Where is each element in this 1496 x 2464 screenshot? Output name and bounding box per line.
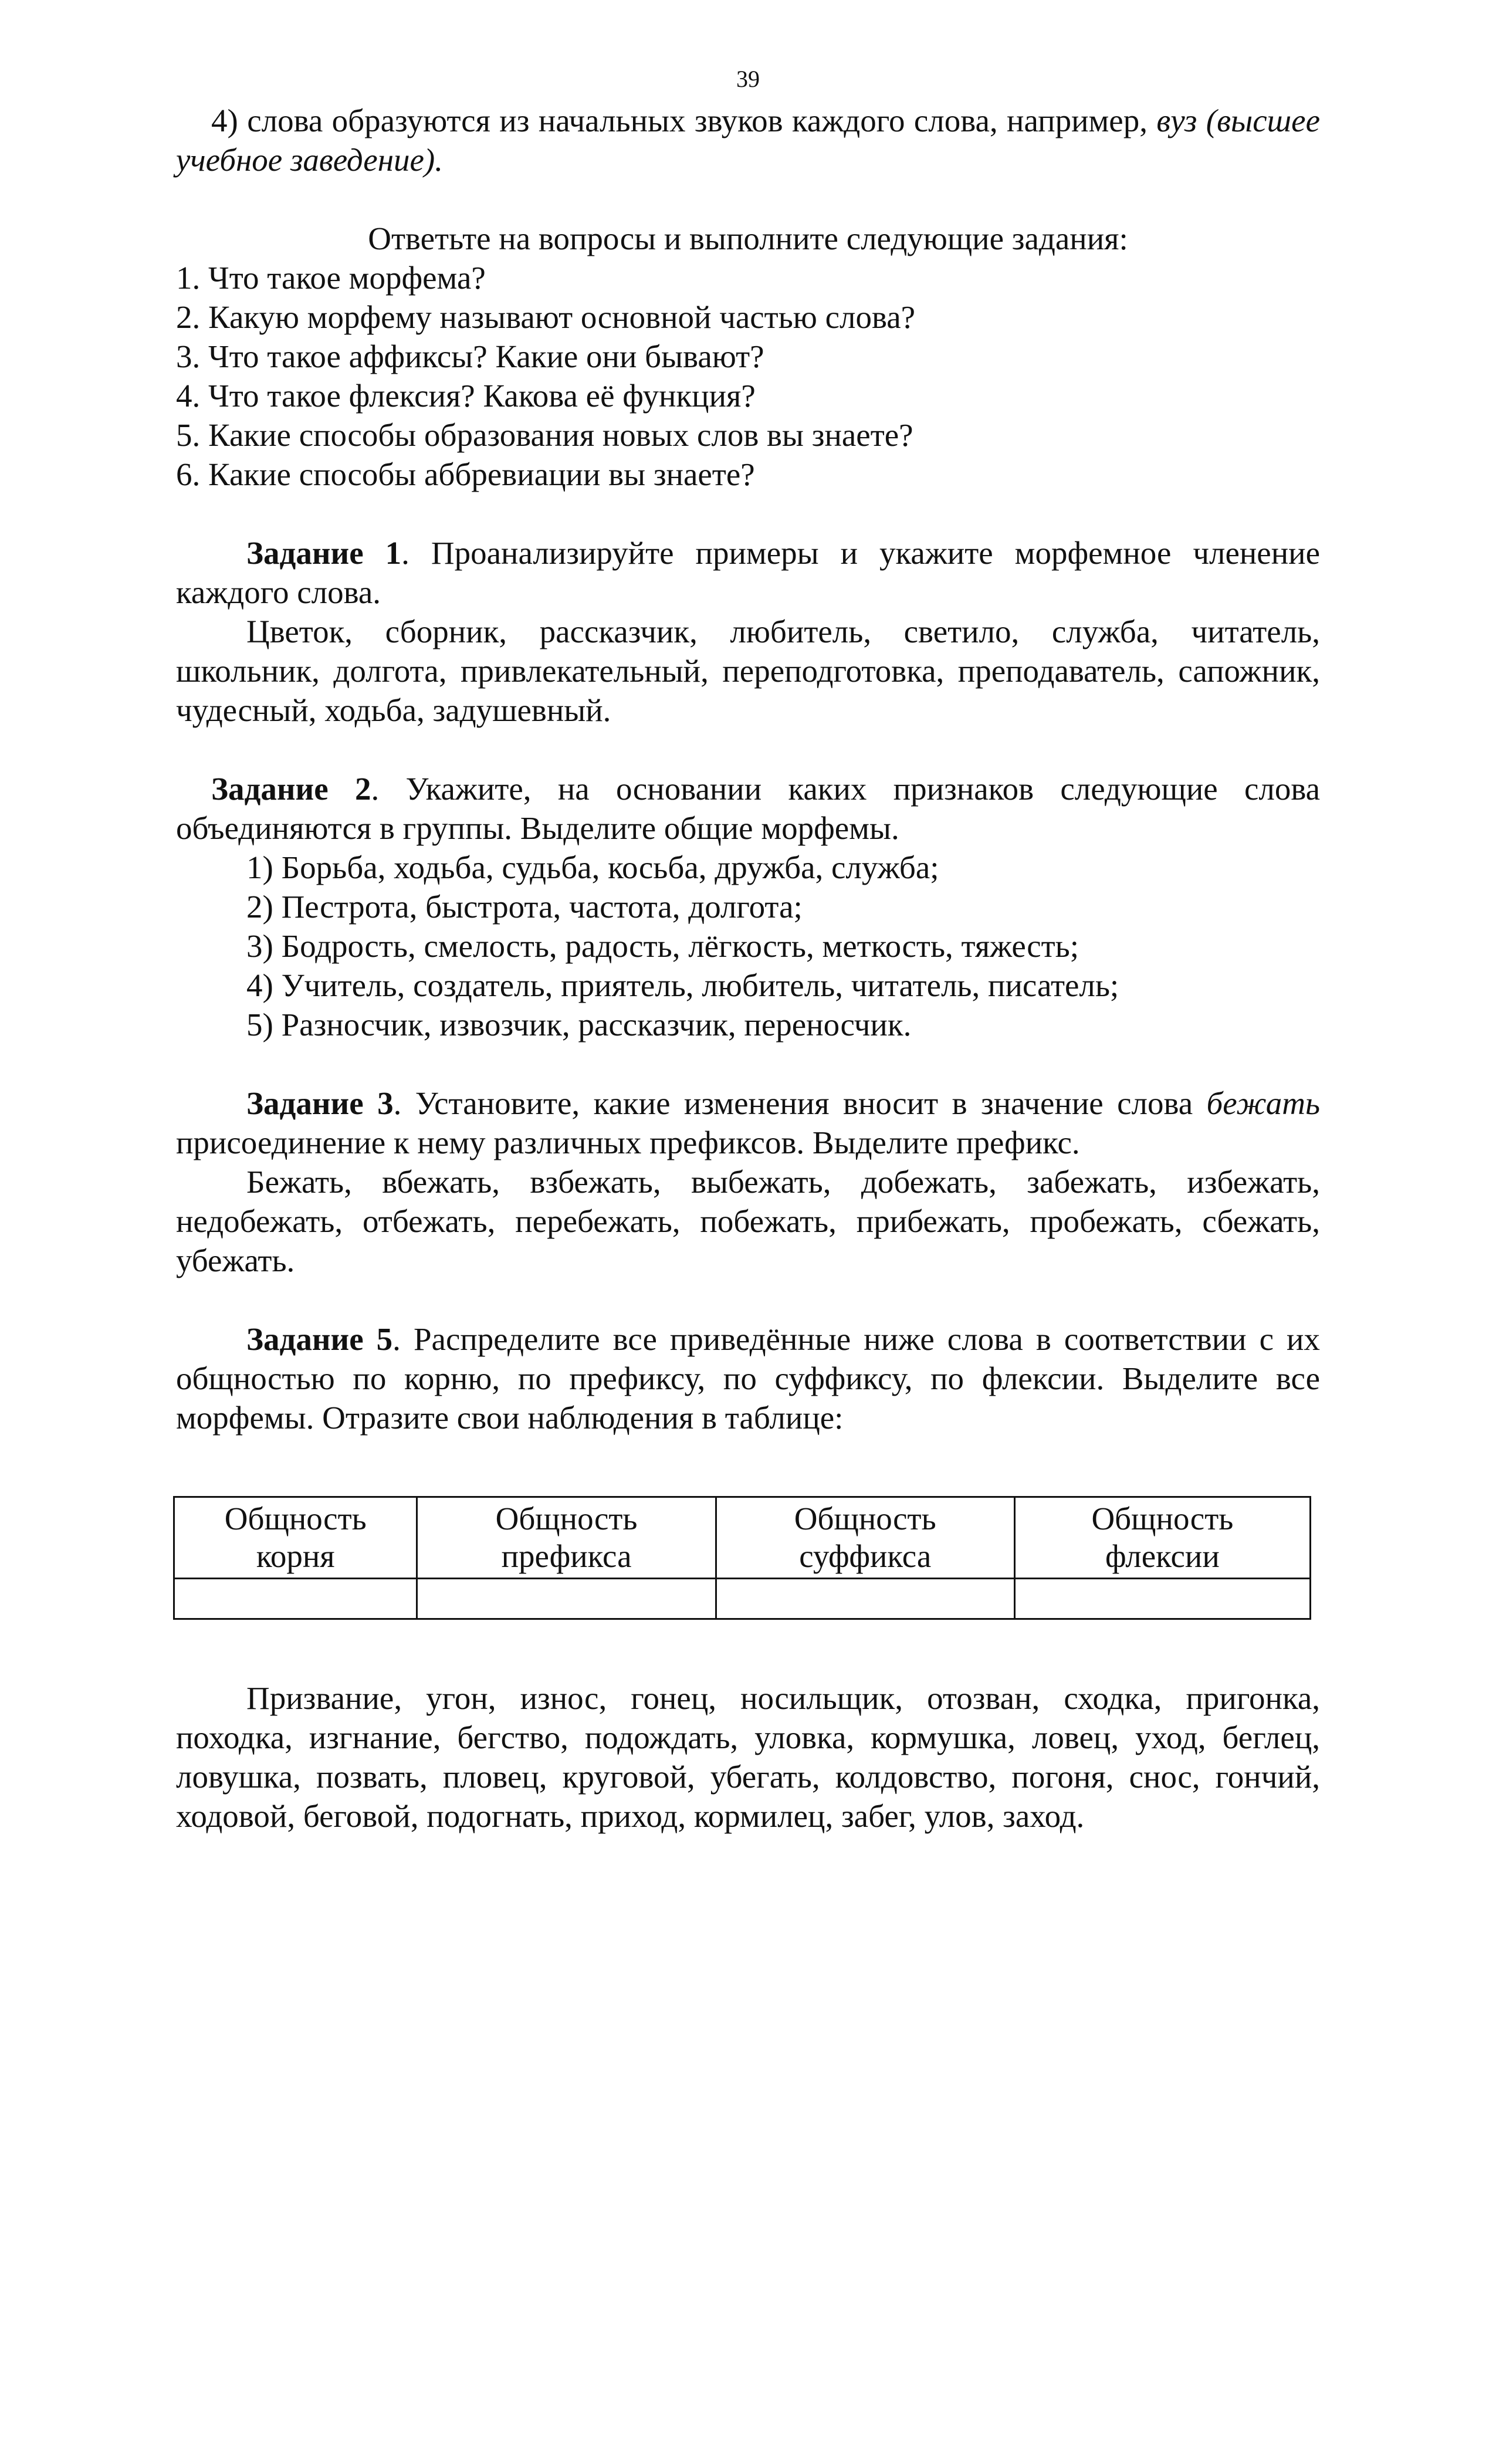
question-item: 2. Какую морфему называют основной частью слова? — [176, 299, 916, 335]
table-cell-suffix — [716, 1579, 1014, 1619]
question-item: 5. Какие способы образования новых слов вы знаете? — [176, 417, 913, 453]
question-item: 1. Что такое морфема? — [176, 260, 486, 296]
intro-example: вуз (высшее учебное заведение). — [176, 103, 1320, 178]
question-item: 3. Что такое аффиксы? Какие они бывают? — [176, 339, 764, 374]
table-cell-inflection — [1014, 1579, 1310, 1619]
table-cell-root — [174, 1579, 417, 1619]
task2-label: Задание 2 — [211, 771, 371, 807]
questions-heading: Ответьте на вопросы и выполните следующие задания: — [368, 221, 1128, 256]
task3-label: Задание 3 — [246, 1085, 394, 1121]
document-page — [176, 65, 1320, 1836]
task3-instruction: Задание 3. Установите, какие изменения вносит в значение слова бежать присоединение к нему различных префиксов. Выделите префикс. — [176, 1085, 1320, 1160]
task1-instruction: Задание 1. Проанализируйте примеры и укажите морфемное членение каждого слова. — [176, 535, 1320, 610]
page-number: 39 — [736, 66, 760, 92]
table-header-inflection: Общность флексии — [1014, 1497, 1310, 1579]
task2-group: 2) Пестрота, быстрота, частота, долгота; — [246, 889, 803, 925]
table-header-root: Общность корня — [174, 1497, 417, 1579]
table-header-prefix: Общность префикса — [417, 1497, 716, 1579]
task2-group: 4) Учитель, создатель, приятель, любитель, читатель, писатель; — [246, 967, 1119, 1003]
task5-instruction: Задание 5. Распределите все приведённые ниже слова в соответствии с их общностью по корню, по префиксу, по суффиксу, по флексии. Выделите все морфемы. Отразите свои наблюдения в таблице: — [176, 1321, 1320, 1436]
task2-instruction: Задание 2. Укажите, на основании каких признаков следующие слова объединяются в группы. Выделите общие морфемы. — [176, 771, 1320, 846]
task5-words: Призвание, угон, износ, гонец, носильщик, отозван, сходка, пригонка, походка, изгнание, бегство, подождать, уловка, кормушка, ловец, уход, беглец, ловушка, позвать, пловец, круговой, убегать, колдовство, погоня, снос, гончий, ходовой, беговой, подогнать, приход, кормилец, забег, улов, заход. — [176, 1680, 1320, 1834]
task2-group: 1) Борьба, ходьба, судьба, косьба, дружба, служба; — [246, 849, 939, 885]
task2-group: 5) Разносчик, извозчик, рассказчик, переносчик. — [246, 1007, 912, 1043]
intro-paragraph — [176, 101, 1320, 180]
task1-label: Задание 1 — [246, 535, 402, 571]
task5-label: Задание 5 — [246, 1321, 393, 1357]
task2-group: 3) Бодрость, смелость, радость, лёгкость, меткость, тяжесть; — [246, 928, 1079, 964]
task3-words: Бежать, вбежать, взбежать, выбежать, добежать, забежать, избежать, недобежать, отбежать, перебежать, побежать, прибежать, пробежать, сбежать, убежать. — [176, 1164, 1320, 1278]
intro-text: 4) слова образуются из начальных звуков каждого слова, например, — [211, 103, 1157, 138]
task3-word: бежать — [1206, 1085, 1320, 1121]
table-header-suffix: Общность суффикса — [716, 1497, 1014, 1579]
table-header-row — [174, 1497, 1311, 1579]
table-cell-prefix — [417, 1579, 716, 1619]
task2-groups — [176, 848, 1320, 1044]
questions-list — [176, 258, 1320, 494]
question-item: 6. Какие способы аббревиации вы знаете? — [176, 456, 755, 492]
question-item: 4. Что такое флексия? Какова её функция? — [176, 378, 756, 414]
table-row — [174, 1579, 1311, 1619]
task1-words: Цветок, сборник, рассказчик, любитель, светило, служба, читатель, школьник, долгота, привлекательный, переподготовка, преподаватель, сапожник, чудесный, ходьба, задушевный. — [176, 614, 1320, 728]
morpheme-table — [173, 1496, 1311, 1620]
